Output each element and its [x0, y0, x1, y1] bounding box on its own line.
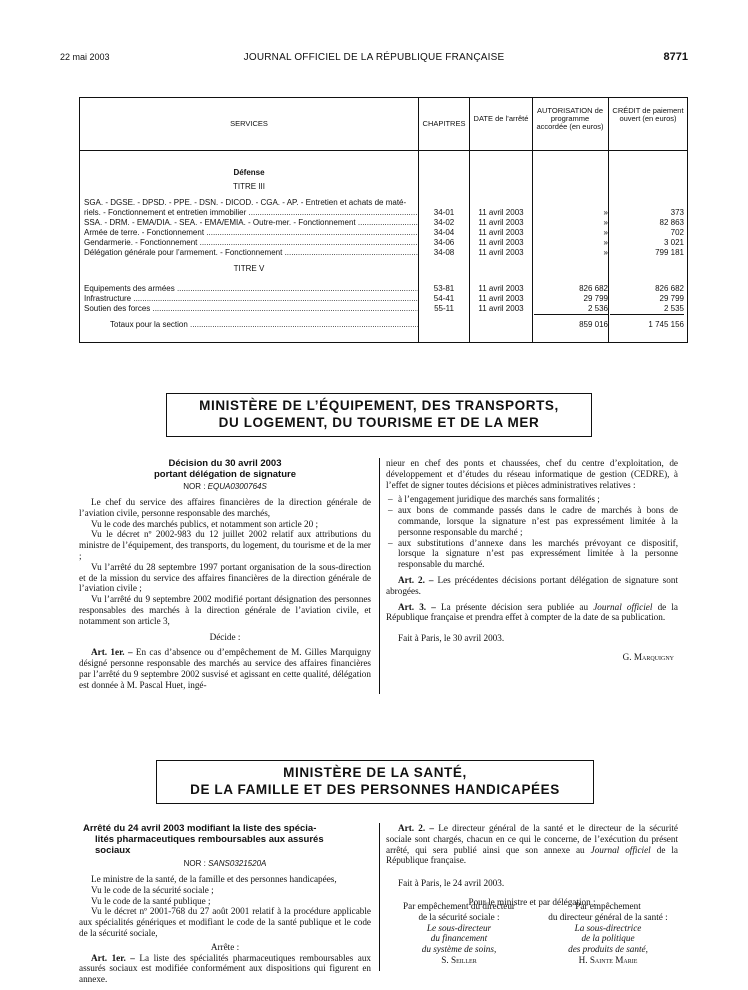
- service-line: SSA. - DRM. - EMA/DIA. - SEA. - EMA/EMIA. - Outre-mer. - Fonctionnement .....: [84, 218, 418, 228]
- total-credit: 1 745 156: [648, 320, 684, 329]
- decision-title-line-2: portant délégation de signature: [154, 469, 296, 480]
- date: 11 avril 2003: [478, 248, 524, 257]
- credit: 82 863: [659, 218, 684, 227]
- date: 11 avril 2003: [478, 218, 524, 227]
- decision-right-column: [386, 458, 678, 663]
- paragraph: Vu le code de la sécurité sociale ;: [91, 884, 214, 895]
- decision-signature: G. Marquigny: [622, 651, 674, 662]
- arrete-title-line-3: sociaux: [95, 845, 131, 856]
- paragraph: Vu l’arrêté du 28 septembre 1997 portant organisation de la sous-direction et de la mission du service des affaires financières de la direction générale de l’aviation civile ;: [79, 561, 371, 594]
- signature-line: de la sécurité sociale :: [418, 911, 500, 922]
- date: 11 avril 2003: [478, 304, 524, 313]
- chapitre: 55-11: [434, 304, 454, 313]
- decision-title-line-1: Décision du 30 avril 2003: [168, 458, 282, 469]
- nor-label: NOR :: [183, 859, 206, 868]
- paragraph: Vu le décret nº 2002-983 du 12 juillet 2002 relatif aux attributions du ministre de l’équipement, des transports, du logement, du tourisme et de la mer ;: [79, 529, 371, 561]
- header-date: DATE de l’arrêté: [473, 114, 529, 123]
- autorisation: 826 682: [579, 284, 608, 293]
- date: 11 avril 2003: [478, 228, 524, 237]
- ministry-line-1: MINISTÈRE DE LA SANTÉ,: [283, 765, 467, 780]
- autorisation: »: [603, 228, 608, 237]
- chapitre: 53-81: [433, 284, 455, 293]
- ministry-banner-sante: [156, 760, 594, 804]
- article-3-journal: Journal officiel: [593, 601, 653, 612]
- signature-line: du financement: [430, 933, 488, 944]
- paragraph: Vu le code de la santé publique ;: [91, 895, 211, 906]
- service-line: Délégation générale pour l’armement. - Fonctionnement .....: [84, 248, 418, 258]
- service-line: SGA. - DGSE. - DPSD. - PPE. - DSN. - DICOD. - CGA. - AP. - Entretien et achats de maté-: [84, 198, 407, 207]
- decision-title: [79, 458, 371, 480]
- header-credit: CRÉDIT de paiement ouvert (en euros): [612, 106, 684, 123]
- article-label: Art. 1er. –: [91, 952, 135, 963]
- decision-place-date: Fait à Paris, le 30 avril 2003.: [398, 633, 505, 644]
- total-label: Totaux pour la section .....: [110, 320, 418, 330]
- article-label: Art. 3. –: [398, 601, 436, 612]
- service-line: Gendarmerie. - Fonctionnement .....: [84, 238, 418, 248]
- ministry-banner-equipement: [166, 393, 592, 437]
- credit: 3 021: [663, 238, 684, 247]
- autorisation: »: [603, 248, 608, 257]
- article-label: Art. 2. –: [398, 823, 434, 833]
- paragraph: nieur en chef des ponts et chaussées, chef du centre d’exploitation, de développement et d’études du réseau informatique de gestion (CEDRE), à l’effet de signer toutes décisions et pièces administratives relatives :: [386, 458, 678, 490]
- signature-line: Le sous-directeur: [426, 922, 492, 933]
- arrete-place-date: Fait à Paris, le 24 avril 2003.: [398, 878, 505, 889]
- total-autorisation: 859 016: [579, 320, 608, 329]
- date: 11 avril 2003: [478, 284, 524, 293]
- chapitre: 34-01: [433, 208, 455, 217]
- section-title: Défense: [233, 168, 265, 177]
- article-1-text: En cas d’absence ou d’empêchement de M. Gilles Marquigny désigné personne responsable des marchés au service des affaires financières par l’arrêté du 9 septembre 2002 susvisé et agissant en cette qualité, délégation est donnée à M. Pascal Huet, ingé-: [79, 647, 372, 690]
- signature-line: de la politique: [581, 933, 635, 944]
- page-number: 8771: [663, 51, 688, 63]
- autorisation: »: [603, 208, 608, 217]
- credit: 702: [670, 228, 684, 237]
- chapitre: 34-02: [433, 218, 455, 227]
- article-label: Art. 1er. –: [91, 647, 133, 658]
- date: 11 avril 2003: [478, 238, 524, 247]
- date: 11 avril 2003: [478, 208, 524, 217]
- article-1-text: La liste des spécialités pharmaceutiques remboursables aux assurés sociaux est modifiée conformément aux dispositions qui figurent en annexe.: [79, 952, 372, 985]
- header-title: JOURNAL OFFICIEL DE LA RÉPUBLIQUE FRANÇAISE: [243, 52, 505, 63]
- chapitre: 54-41: [433, 294, 455, 303]
- arrete-nor: [79, 859, 371, 868]
- autorisation: »: [603, 218, 608, 227]
- article-2-text-a: Le directeur général de la santé et le directeur de la sécurité sociale sont chargés, chacun en ce qui le concerne, de l’exécution du présent arrêté, qui sera publié ainsi que son annexe au: [386, 823, 679, 855]
- service-line: riels. - Fonctionnement et entretien immobilier .....: [84, 208, 418, 218]
- date: 11 avril 2003: [478, 294, 524, 303]
- autorisation: 29 799: [583, 294, 608, 303]
- ministry-line-2: DE LA FAMILLE ET DES PERSONNES HANDICAPÉES: [190, 782, 560, 797]
- signature-left: [386, 901, 532, 966]
- decide: Décide :: [209, 631, 241, 642]
- credit: 826 682: [655, 284, 684, 293]
- arrete-title-line-2: lités pharmaceutiques remboursables aux assurés: [95, 834, 324, 845]
- signature-right: [532, 901, 684, 966]
- paragraph: Vu le code des marchés publics, et notamment son article 20 ;: [91, 518, 319, 529]
- credit: 2 535: [610, 304, 684, 315]
- article-3-text-a: La présente décision sera publiée au: [440, 601, 594, 612]
- signature-line: Par empêchement: [575, 901, 641, 911]
- article-2-text-b: de la République française.: [386, 844, 679, 866]
- list-item: – aux bons de commande passés dans le cadre de marchés à bons de commande, lorsque la signature n’est pas expressément limitée à la personne responsable du marché ;: [386, 505, 678, 537]
- signature-line: des produits de santé,: [568, 944, 648, 955]
- signature-line: Par empêchement du directeur: [403, 901, 515, 911]
- arrete-right-column: [386, 823, 678, 908]
- nor-code: SANS0321520A: [208, 859, 267, 868]
- service-line: Armée de terre. - Fonctionnement .....: [84, 228, 418, 238]
- autorisation: »: [603, 238, 608, 247]
- credit: 373: [670, 208, 684, 217]
- signature-name: S. Seiller: [441, 954, 477, 965]
- paragraph: Le chef du service des affaires financières de la direction générale de l’aviation civile, personne responsable des marchés,: [79, 497, 371, 518]
- service-line: Infrastructure .....: [84, 294, 418, 304]
- titre-5: TITRE V: [233, 264, 265, 273]
- credits-table: [79, 97, 688, 343]
- chapitre: 34-08: [433, 248, 455, 257]
- nor-code: EQUA0300764S: [207, 482, 267, 491]
- autorisation: 2 536: [534, 304, 608, 315]
- arrete-title-line-1: Arrêté du 24 avril 2003 modifiant la liste des spécia-: [83, 823, 317, 834]
- nor-label: NOR :: [183, 482, 206, 491]
- decision-left-column: [79, 497, 371, 691]
- arrete-delegation: Pour le ministre et par délégation :: [468, 896, 596, 907]
- arrete-left-column: [79, 874, 371, 985]
- ministry-line-2: DU LOGEMENT, DU TOURISME ET DE LA MER: [218, 415, 540, 430]
- header-autorisation: AUTORISATION de programme accordée (en euros): [536, 106, 604, 131]
- chapitre: 34-06: [433, 238, 455, 247]
- paragraph: Le ministre de la santé, de la famille et des personnes handicapées,: [91, 874, 337, 884]
- credit: 799 181: [655, 248, 684, 257]
- article-3-text-b: de la République française et prendra effet à compter de la date de sa publication.: [386, 601, 679, 623]
- credit: 29 799: [659, 294, 684, 303]
- signature-line: du directeur général de la santé :: [548, 911, 668, 922]
- service-line: Soutien des forces .....: [84, 304, 418, 314]
- header-chapitres: CHAPITRES: [422, 119, 466, 128]
- titre-3: TITRE III: [233, 182, 265, 191]
- decision-nor: [79, 482, 371, 491]
- article-label: Art. 2. –: [398, 574, 434, 585]
- signature-name: H. Sainte Marie: [578, 954, 638, 965]
- chapitre: 34-04: [433, 228, 455, 237]
- article-2-text: Les précédentes décisions portant délégation de signature sont abrogées.: [386, 574, 678, 596]
- header-services: SERVICES: [230, 119, 268, 128]
- list-item: – aux substitutions d’annexe dans les marchés prévoyant ce dispositif, lorsque la signature n’est pas expressément limitée à la personne responsable du marché.: [386, 538, 678, 570]
- signature-line: du système de soins,: [421, 944, 497, 955]
- ministry-line-1: MINISTÈRE DE L’ÉQUIPEMENT, DES TRANSPORTS,: [199, 398, 559, 413]
- article-2-journal: Journal officiel: [590, 844, 651, 855]
- list-item: – à l’engagement juridique des marchés sans formalités ;: [386, 494, 678, 505]
- paragraph: Vu l’arrêté du 9 septembre 2002 modifié portant désignation des personnes responsables des marchés à la direction générale de l’aviation civile, et notamment son article 3,: [79, 594, 371, 626]
- header-date: 22 mai 2003: [60, 52, 110, 62]
- arrete-title: [79, 823, 371, 856]
- arrete-decree: Arrête :: [210, 941, 240, 952]
- decision-list: [386, 494, 678, 570]
- signature-line: La sous-directrice: [574, 922, 642, 933]
- paragraph: Vu le décret nº 2001-768 du 27 août 2001 relatif à la procédure applicable aux spécialités génériques et modifiant le code de la santé publique et le code de la sécurité sociale,: [79, 906, 371, 938]
- service-line: Equipements des armées .....: [84, 284, 418, 294]
